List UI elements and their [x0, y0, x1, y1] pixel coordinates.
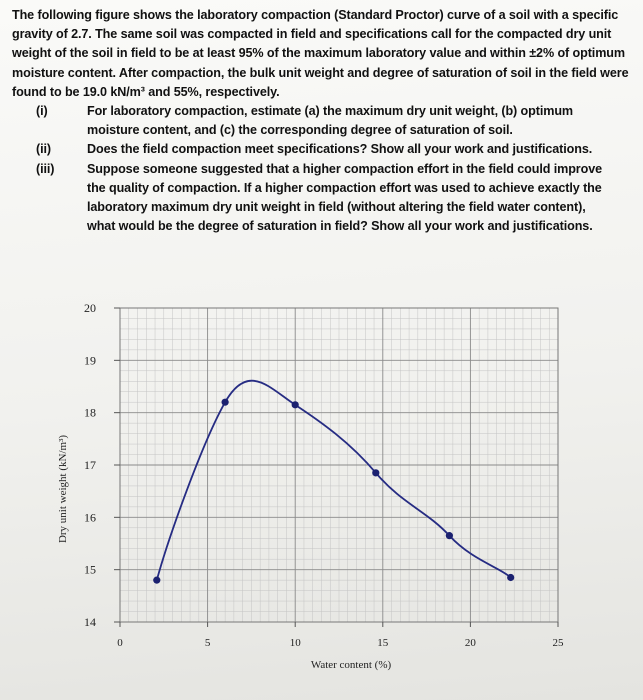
y-tick-label: 16	[84, 510, 96, 525]
question-text: Does the field compaction meet specifications? Show all your work and justifications.	[87, 142, 593, 157]
data-point	[507, 574, 514, 581]
y-tick-label: 17	[84, 458, 96, 472]
question-number: (iii)	[36, 161, 55, 176]
y-tick-label: 19	[84, 353, 96, 368]
question-number: (i)	[36, 104, 48, 119]
y-tick-label: 18	[84, 405, 96, 420]
x-axis-label: Water content (%)	[310, 659, 392, 671]
question-2	[12, 140, 637, 159]
data-point	[372, 469, 379, 476]
data-point	[222, 399, 229, 406]
axis-ticks	[114, 308, 558, 627]
problem-statement	[12, 6, 637, 236]
x-tick-label: 10	[289, 637, 301, 649]
x-tick-label: 15	[377, 637, 389, 649]
y-tick-labels	[84, 301, 96, 629]
question-text: For laboratory compaction, estimate (a) the maximum dry unit weight, (b) optimum moisture content, and (c) the corresponding degree of saturation of soil.	[87, 104, 574, 138]
x-tick-label: 0	[117, 637, 123, 649]
question-number: (ii)	[36, 142, 51, 157]
y-tick-label: 15	[84, 562, 96, 577]
compaction-curve	[157, 381, 511, 580]
data-point	[153, 577, 160, 584]
x-tick-labels	[117, 637, 564, 649]
y-tick-label: 20	[84, 301, 96, 315]
x-tick-label: 20	[464, 637, 476, 649]
compaction-chart	[0, 290, 643, 700]
x-tick-label: 5	[204, 637, 211, 649]
question-3	[12, 160, 637, 237]
y-tick-label: 14	[84, 615, 96, 629]
problem-intro: The following figure shows the laboratory compaction (Standard Proctor) curve of a soil with a specific gravity of 2.7. The same soil was compacted in field and specifications call for the compacted dry unit weight of the soil in field to be at least 95% of the maximum laboratory value and within ±2% of optimum moisture content. After compaction, the bulk unit weight and degree of saturation of soil in the field were found to be 19.0 kN/m³ and 55%, respectively.	[12, 8, 629, 99]
compaction-figure	[0, 290, 643, 700]
y-axis-label: Dry unit weight (kN/m³)	[57, 434, 69, 544]
data-point	[446, 532, 453, 539]
question-1	[12, 102, 637, 140]
data-point	[292, 401, 299, 408]
question-text: Suppose someone suggested that a higher compaction effort in the field could improve the quality of compaction. If a higher compaction effort was used to achieve exactly the laboratory maximum dry unit weight in field (without altering the field water content), what would be the degree of saturation in field? Show all your work and justifications.	[87, 161, 603, 234]
x-tick-label: 25	[552, 637, 564, 649]
